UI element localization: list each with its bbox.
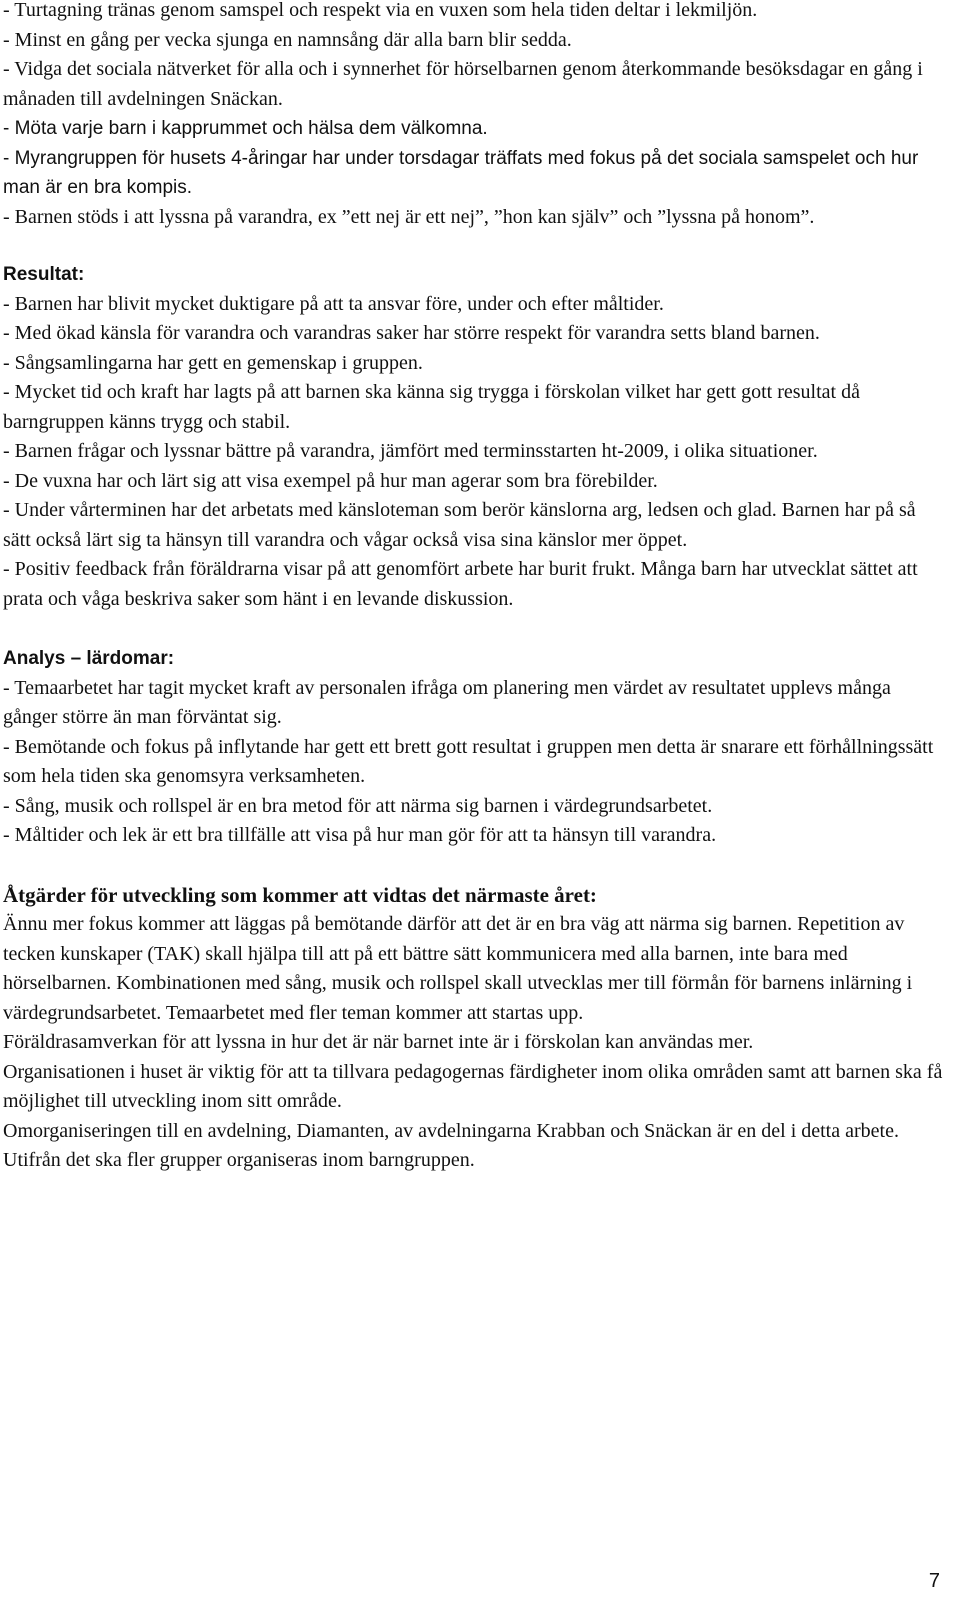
analys-item: - Måltider och lek är ett bra tillfälle att visa på hur man gör för att ta hänsyn till varandra. — [3, 824, 717, 846]
intro-item: - Barnen stöds i att lyssna på varandra, ex ”ett nej är ett nej”, ”hon kan själv” och ”lyssna på honom”. — [3, 205, 815, 228]
resultat-item: - Mycket tid och kraft har lagts på att barnen ska känna sig trygga i förskolan vilket har gett gott resultat då barngruppen känns trygg och stabil. — [3, 381, 860, 433]
analys-section — [3, 644, 943, 851]
intro-list — [3, 0, 943, 232]
intro-item: - Minst en gång per vecka sjunga en namnsång där alla barn blir sedda. — [3, 28, 572, 51]
atgarder-heading: Åtgärder för utveckling som kommer att vidtas det närmaste året: — [3, 882, 597, 907]
analys-item: - Temaarbetet har tagit mycket kraft av personalen ifråga om planering men värdet av resultatet upplevs många gånger större än man förväntat sig. — [3, 676, 891, 728]
intro-item: - Möta varje barn i kapprummet och hälsa dem välkomna. — [3, 118, 488, 139]
intro-item: - Turtagning tränas genom samspel och respekt via en vuxen som hela tiden deltar i lekmiljön. — [3, 0, 758, 21]
resultat-item: - Med ökad känsla för varandra och varandras saker har större respekt för varandra setts bland barnen. — [3, 322, 820, 344]
resultat-item: - Barnen frågar och lyssnar bättre på varandra, jämfört med terminsstarten ht-2009, i olika situationer. — [3, 440, 818, 462]
spacer — [3, 851, 943, 881]
spacer — [3, 232, 943, 260]
atgarder-paragraph: Organisationen i huset är viktig för att ta tillvara pedagogernas färdigheter inom olika områden samt att barnen ska få möjlighet till utveckling inom sitt område. — [3, 1060, 943, 1112]
resultat-heading: Resultat: — [3, 264, 85, 285]
analys-heading: Analys – lärdomar: — [3, 648, 175, 669]
atgarder-paragraph: Ännu mer fokus kommer att läggas på bemötande därför att det är en bra väg att närma sig barnen. Repetition av tecken kunskaper (TAK) skall hjälpa till att på ett bättre sätt kommunicera med alla barnen, inte bara med hörselbarnen. Kombinationen med sång, musik och rollspel skall utvecklas mer till förmån för barnens inlärning i värdegrundsarbetet. Temaarbetet med fler teman kommer att startas upp. — [3, 913, 913, 1024]
resultat-item: - De vuxna har och lärt sig att visa exempel på hur man agerar som bra förebilder. — [3, 469, 658, 492]
spacer — [3, 614, 943, 644]
document-page — [3, 0, 943, 1176]
atgarder-paragraph: Omorganiseringen till en avdelning, Diamanten, av avdelningarna Krabban och Snäckan är en del i detta arbete. Utifrån det ska fler grupper organiseras inom barngruppen. — [3, 1119, 899, 1171]
atgarder-section — [3, 881, 943, 1176]
resultat-section — [3, 260, 943, 614]
intro-item: - Myrangruppen för husets 4-åringar har under torsdagar träffats med fokus på det sociala samspelet och hur man är en bra kompis. — [3, 147, 919, 198]
page-number: 7 — [928, 1570, 940, 1592]
analys-item: - Sång, musik och rollspel är en bra metod för att närma sig barnen i värdegrundsarbetet. — [3, 794, 713, 817]
resultat-item: - Under vårterminen har det arbetats med känsloteman som berör känslorna arg, ledsen och glad. Barnen har på så sätt också lärt sig ta hänsyn till varandra och vågar också visa sina känslor mer öppet. — [3, 499, 916, 551]
resultat-item: - Barnen har blivit mycket duktigare på att ta ansvar före, under och efter måltider. — [3, 292, 664, 315]
resultat-item: - Sångsamlingarna har gett en gemenskap i gruppen. — [3, 351, 423, 374]
intro-item: - Vidga det sociala nätverket för alla och i synnerhet för hörselbarnen genom återkommande besöksdagar en gång i månaden till avdelningen Snäckan. — [3, 58, 923, 110]
resultat-item: - Positiv feedback från föräldrarna visar på att genomfört arbete har burit frukt. Många barn har utvecklat sättet att prata och våga beskriva saker som hänt i en levande diskussion. — [3, 558, 918, 610]
analys-item: - Bemötande och fokus på inflytande har gett ett brett gott resultat i gruppen men detta är snarare ett förhållningssätt som hela tiden ska genomsyra verksamheten. — [3, 735, 934, 787]
atgarder-paragraph: Föräldrasamverkan för att lyssna in hur det är när barnet inte är i förskolan kan användas mer. — [3, 1031, 754, 1053]
